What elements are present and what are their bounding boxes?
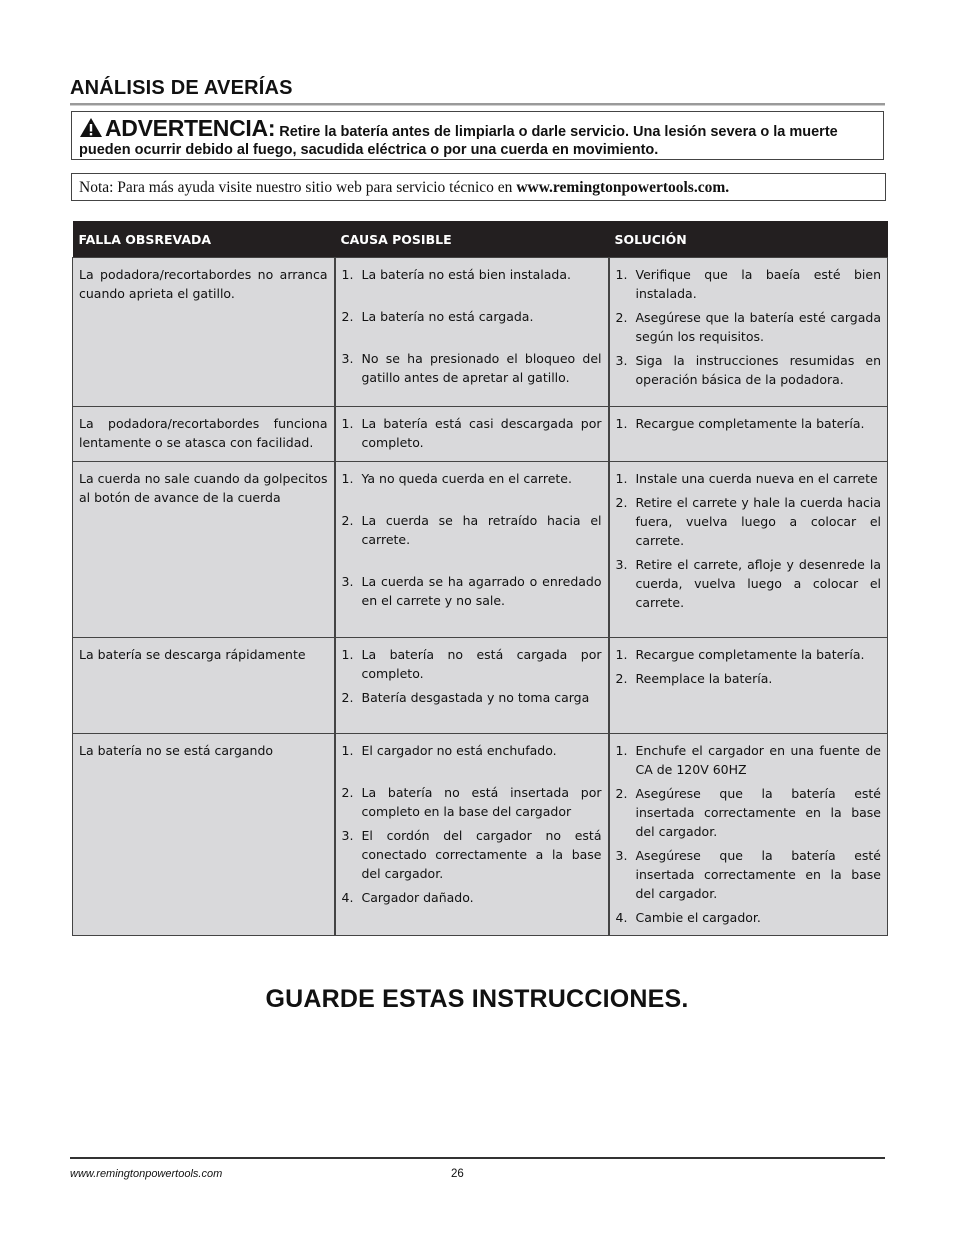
list-item: 3. Asegúrese que la batería esté insertada correctamente en la base del cargador. bbox=[615, 848, 881, 901]
page-number: 26 bbox=[451, 1168, 464, 1180]
table-row bbox=[73, 462, 888, 638]
troubleshooting-table-wrap bbox=[72, 221, 887, 936]
list-item: 1. La batería está casi descargada por completo. bbox=[341, 416, 602, 450]
header-fault: FALLA OBSREVADA bbox=[73, 221, 335, 258]
warning-heading: ADVERTENCIA: bbox=[105, 115, 276, 141]
cause-cell bbox=[335, 407, 609, 462]
list-item: 1. Recargue completamente la batería. bbox=[615, 416, 865, 431]
section-title: ANÁLISIS DE AVERÍAS bbox=[70, 77, 293, 99]
solution-cell bbox=[609, 638, 888, 734]
table-row bbox=[73, 638, 888, 734]
list-item: 2. Asegúrese que la batería esté insertada correctamente en la base del cargador. bbox=[615, 786, 881, 839]
header-solution: SOLUCIÓN bbox=[609, 221, 888, 258]
list-item: 2. Asegúrese que la batería esté cargada según los requisitos. bbox=[615, 310, 881, 344]
list-item: 1. La batería no está cargada por completo. bbox=[341, 647, 602, 681]
cause-cell bbox=[335, 734, 609, 936]
fault-cell: La podadora/recortabordes no arranca cuando aprieta el gatillo. bbox=[73, 258, 335, 407]
fault-cell: La batería se descarga rápidamente bbox=[73, 638, 335, 734]
cause-cell bbox=[335, 258, 609, 407]
list-item: 4. Cargador dañado. bbox=[341, 890, 474, 905]
list-item: 3. La cuerda se ha agarrado o enredado en el carrete y no sale. bbox=[341, 574, 602, 608]
solution-cell bbox=[609, 258, 888, 407]
list-item: 1. Instale una cuerda nueva en el carrete bbox=[615, 471, 878, 486]
list-item: 1. Enchufe el cargador en una fuente de CA de 120V 60HZ bbox=[615, 743, 881, 777]
list-item: 1. El cargador no está enchufado. bbox=[341, 743, 557, 758]
solution-cell bbox=[609, 734, 888, 936]
warning-triangle-icon bbox=[79, 117, 103, 138]
footer-url[interactable]: www.remingtonpowertools.com bbox=[70, 1168, 223, 1180]
title-divider bbox=[70, 103, 885, 106]
solution-cell bbox=[609, 462, 888, 638]
list-item: 2. Retire el carrete y hale la cuerda hacia fuera, vuelva luego a colocar el carrete. bbox=[615, 495, 881, 548]
warning-text: Retire la batería antes de limpiarla o darle servicio. Una lesión severa o la muerte pueden ocurrir debido al fuego, sacudida eléctrica o por una cuerda en movimiento. bbox=[79, 124, 838, 158]
list-item: 1. Recargue completamente la batería. bbox=[615, 647, 865, 662]
list-item: 3. El cordón del cargador no está conectado correctamente a la base del cargador. bbox=[341, 828, 602, 881]
list-item: 1. Verifique que la baeía esté bien instalada. bbox=[615, 267, 881, 301]
footer-divider bbox=[70, 1157, 885, 1159]
list-item: 1. La batería no está bien instalada. bbox=[341, 267, 571, 282]
table-row bbox=[73, 407, 888, 462]
cause-cell bbox=[335, 462, 609, 638]
list-item: 2. La batería no está cargada. bbox=[341, 309, 534, 324]
table-header-row bbox=[73, 221, 888, 258]
solution-cell bbox=[609, 407, 888, 462]
list-item: 3. Siga la instrucciones resumidas en operación básica de la podadora. bbox=[615, 353, 881, 387]
list-item: 2. Batería desgastada y no toma carga bbox=[341, 690, 590, 705]
fault-cell: La podadora/recortabordes funciona lentamente o se atasca con facilidad. bbox=[73, 407, 335, 462]
note-url[interactable]: www.remingtonpowertools.com. bbox=[516, 179, 730, 196]
list-item: 3. Retire el carrete, afloje y desenrede la cuerda, vuelva luego a colocar el carrete. bbox=[615, 557, 881, 610]
cause-cell bbox=[335, 638, 609, 734]
note-text: Nota: Para más ayuda visite nuestro sitio web para servicio técnico en bbox=[79, 179, 517, 196]
list-item: 2. La batería no está insertada por completo en la base del cargador bbox=[341, 785, 602, 819]
fault-cell: La cuerda no sale cuando da golpecitos al botón de avance de la cuerda bbox=[73, 462, 335, 638]
troubleshooting-table bbox=[72, 221, 888, 936]
save-instructions-heading: GUARDE ESTAS INSTRUCCIONES. bbox=[265, 985, 689, 1013]
list-item: 3. No se ha presionado el bloqueo del gatillo antes de apretar al gatillo. bbox=[341, 351, 602, 385]
list-item: 4. Cambie el cargador. bbox=[615, 910, 761, 925]
table-row bbox=[73, 734, 888, 936]
fault-cell: La batería no se está cargando bbox=[73, 734, 335, 936]
table-row bbox=[73, 258, 888, 407]
list-item: 1. Ya no queda cuerda en el carrete. bbox=[341, 471, 572, 486]
list-item: 2. La cuerda se ha retraído hacia el carrete. bbox=[341, 513, 602, 547]
header-cause: CAUSA POSIBLE bbox=[335, 221, 609, 258]
list-item: 2. Reemplace la batería. bbox=[615, 671, 773, 686]
note-box bbox=[71, 173, 886, 201]
warning-box bbox=[71, 111, 884, 160]
